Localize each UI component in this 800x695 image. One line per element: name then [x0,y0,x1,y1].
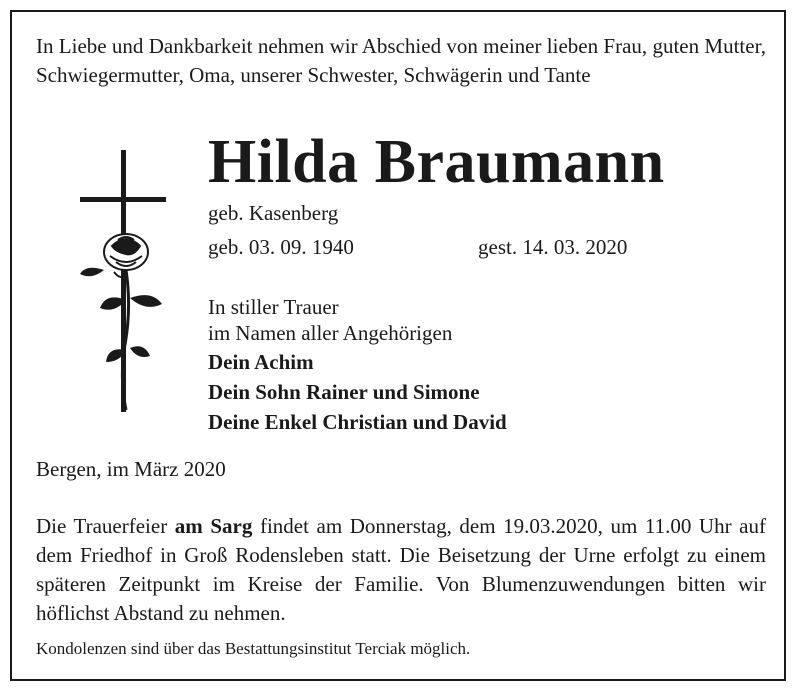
place-date: Bergen, im März 2020 [36,457,226,481]
funeral-text-bold: am Sarg [174,514,253,538]
obituary-frame [10,10,786,681]
birth-date: geb. 03. 09. 1940 [208,235,354,259]
mourner-name: Dein Sohn Rainer und Simone [208,380,480,404]
funeral-paragraph [36,512,766,628]
deceased-name: Hilda Braumann [208,128,665,196]
intro-text: In Liebe und Dankbarkeit nehmen wir Abschied von meiner lieben Frau, guten Mutter, Schwiegermutter, Oma, unserer Schwester, Schwägerin und Tante [36,34,766,87]
condolences-note: Kondolenzen sind über das Bestattungsinstitut Terciak möglich. [36,639,471,658]
cross-rose-icon [74,150,184,412]
maiden-name: geb. Kasenberg [208,201,339,225]
mourning-line-2: im Namen aller Angehörigen [208,321,453,345]
mourner-name: Dein Achim [208,350,314,374]
mourning-line-1: In stiller Trauer [208,295,339,319]
death-date: gest. 14. 03. 2020 [478,235,628,259]
funeral-text-part1: Die Trauerfeier [36,514,175,538]
mourner-name: Deine Enkel Christian und David [208,410,507,434]
funeral-text-part2: findet am Donnerstag, dem 19.03.2020, um 11.00 Uhr auf dem Friedhof in Groß Rodensleben statt. Die Beisetzung der Urne erfolgt zu einem späteren Zeitpunkt im Kreise der Familie. Von Blumenzuwendungen bitten wir höflichst Abstand zu nehmen. [36,514,766,625]
